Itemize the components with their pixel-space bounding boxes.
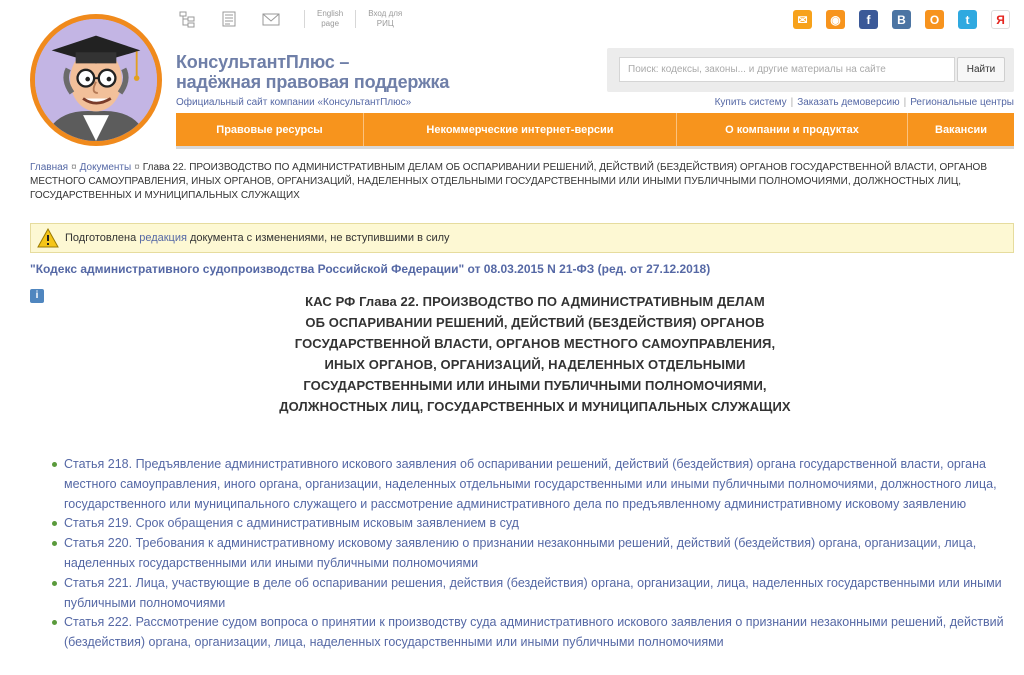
top-utility-bar bbox=[178, 8, 414, 30]
breadcrumb bbox=[30, 161, 1010, 203]
english-page-link[interactable] bbox=[317, 9, 343, 29]
search-input[interactable] bbox=[619, 57, 955, 82]
article-218-link[interactable]: Статья 218. Предъявление административного искового заявления об оспаривании решений, действий (бездействия) органа государственной власти, органа местного самоуправления, иного органа, организации, наделенных отдельными государственными или иными публичными полномочиями, должностного лица, государственного или муниципального служащего и рассмотрение административного дела по предъявленному административному исковому заявлению bbox=[64, 457, 997, 511]
brand-subtitle: Официальный сайт компании «КонсультантПлюс» bbox=[176, 97, 412, 108]
article-219-link[interactable]: Статья 219. Срок обращения с административным исковым заявлением в суд bbox=[64, 516, 519, 531]
vkontakte-icon[interactable]: B bbox=[892, 10, 911, 29]
chapter-heading bbox=[120, 291, 950, 417]
nav-legal-resources[interactable]: Правовые ресурсы bbox=[176, 113, 364, 146]
login-link-line1: Вход для bbox=[368, 9, 403, 18]
separator: | bbox=[903, 97, 907, 108]
breadcrumb-documents[interactable]: Документы bbox=[79, 162, 132, 173]
nav-free-versions[interactable]: Некоммерческие интернет-версии bbox=[364, 113, 677, 146]
warning-text-after: документа с изменениями, не вступившими в силу bbox=[189, 232, 450, 244]
list-item bbox=[48, 514, 1010, 534]
english-link-line2: page bbox=[321, 19, 340, 28]
breadcrumb-home[interactable]: Главная bbox=[30, 162, 69, 173]
divider bbox=[355, 10, 356, 28]
chapter-heading-line: ДОЛЖНОСТНЫХ ЛИЦ, ГОСУДАРСТВЕННЫХ И МУНИЦИПАЛЬНЫХ СЛУЖАЩИХ bbox=[279, 399, 791, 414]
breadcrumb-current: Глава 22. ПРОИЗВОДСТВО ПО АДМИНИСТРАТИВНЫМ ДЕЛАМ ОБ ОСПАРИВАНИИ РЕШЕНИЙ, ДЕЙСТВИЙ (БЕЗДЕЙСТВИЯ) ОРГАНОВ ГОСУДАРСТВЕННОЙ ВЛАСТИ, ОРГАНОВ МЕСТНОГО САМОУПРАВЛЕНИЯ, ИНЫХ ОРГАНОВ, ОРГАНИЗАЦИЙ, НАДЕЛЕННЫХ ОТДЕЛЬНЫМИ ГОСУДАРСТВЕННЫМИ ИЛИ ИНЫМИ ПУБЛИЧНЫМИ ПОЛНОМОЧИЯМИ, ДОЛЖНОСТНЫХ ЛИЦ, ГОСУДАРСТВЕННЫХ И МУНИЦИПАЛЬНЫХ СЛУЖАЩИХ bbox=[30, 162, 987, 201]
article-220-link[interactable]: Статья 220. Требования к административному исковому заявлению о признании незаконными решений, действий (бездействия) органа, организации, лица, наделенных государственными или иными публичными полномочиями bbox=[64, 536, 977, 570]
header-sublinks bbox=[715, 97, 1014, 108]
nav-about-company[interactable]: О компании и продуктах bbox=[677, 113, 908, 146]
article-222-link[interactable]: Статья 222. Рассмотрение судом вопроса о принятии к производству суда административного искового заявления о признании незаконными решений, действий (бездействия) органа, организации, лица, наделенных государственными или иными публичными полномочиями bbox=[64, 615, 1004, 650]
english-link-line1: English bbox=[317, 9, 344, 18]
facebook-icon[interactable]: f bbox=[859, 10, 878, 29]
warning-icon bbox=[37, 228, 59, 248]
chapter-heading-line: ГОСУДАРСТВЕННОЙ ВЛАСТИ, ОРГАНОВ МЕСТНОГО САМОУПРАВЛЕНИЯ, bbox=[294, 336, 776, 351]
list-item bbox=[48, 455, 1010, 514]
buy-system-link[interactable]: Купить систему bbox=[714, 97, 787, 108]
odnoklassniki-icon[interactable]: О bbox=[925, 10, 944, 29]
order-demo-link[interactable]: Заказать демоверсию bbox=[797, 97, 900, 108]
edition-link[interactable]: редакция bbox=[139, 232, 187, 244]
nav-vacancies[interactable]: Вакансии bbox=[935, 123, 987, 136]
brand-line-2: надёжная правовая поддержка bbox=[176, 72, 450, 92]
brand-title[interactable] bbox=[176, 52, 449, 92]
breadcrumb-separator: ¤ bbox=[71, 162, 77, 173]
login-link-line2: РИЦ bbox=[376, 19, 394, 28]
chapter-heading-line: ОБ ОСПАРИВАНИИ РЕШЕНИЙ, ДЕЙСТВИЙ (БЕЗДЕЙСТВИЯ) ОРГАНОВ bbox=[305, 315, 765, 330]
chapter-heading-line: ГОСУДАРСТВЕННЫМИ ИЛИ ИНЫМИ ПУБЛИЧНЫМИ ПОЛНОМОЧИЯМИ, bbox=[303, 378, 767, 393]
list-item bbox=[48, 574, 1010, 614]
search-bar bbox=[607, 48, 1014, 92]
regional-centers-link[interactable]: Региональные центры bbox=[910, 97, 1014, 108]
chapter-heading-line: ИНЫХ ОРГАНОВ, ОРГАНИЗАЦИЙ, НАДЕЛЕННЫХ ОТДЕЛЬНЫМИ bbox=[324, 357, 746, 372]
divider bbox=[304, 10, 305, 28]
breadcrumb-separator: ¤ bbox=[134, 162, 140, 173]
mail-envelope-icon[interactable] bbox=[262, 10, 280, 28]
sitemap-icon[interactable] bbox=[178, 10, 196, 28]
chapter-heading-line: КАС РФ Глава 22. ПРОИЗВОДСТВО ПО АДМИНИСТРАТИВНЫМ ДЕЛАМ bbox=[305, 294, 765, 309]
brand-line-1: КонсультантПлюс – bbox=[176, 52, 350, 72]
rss-icon[interactable]: ◉ bbox=[826, 10, 845, 29]
article-list bbox=[48, 455, 1010, 653]
site-header bbox=[0, 0, 1024, 160]
list-item bbox=[48, 613, 1010, 653]
logo-professor-icon[interactable] bbox=[30, 14, 162, 146]
list-item bbox=[48, 534, 1010, 574]
document-title[interactable]: "Кодекс административного судопроизводства Российской Федерации" от 08.03.2015 N 21-ФЗ (ред. от 27.12.2018) bbox=[30, 262, 711, 276]
warning-text-before: Подготовлена bbox=[65, 232, 137, 244]
info-icon[interactable]: i bbox=[30, 289, 44, 303]
separator: | bbox=[790, 97, 794, 108]
yandex-icon[interactable]: Я bbox=[991, 10, 1010, 29]
main-nav bbox=[176, 113, 1014, 149]
search-button[interactable]: Найти bbox=[957, 57, 1005, 82]
social-icons bbox=[779, 10, 1010, 29]
twitter-icon[interactable]: t bbox=[958, 10, 977, 29]
article-221-link[interactable]: Статья 221. Лица, участвующие в деле об оспаривании решения, действия (бездействия) органа, организации, лица, наделенных государственными или иными публичными полномочиями bbox=[64, 575, 1002, 610]
ric-login-link[interactable] bbox=[368, 9, 402, 29]
document-list-icon[interactable] bbox=[220, 10, 238, 28]
email-icon[interactable]: ✉ bbox=[793, 10, 812, 29]
edition-warning bbox=[30, 223, 1014, 253]
